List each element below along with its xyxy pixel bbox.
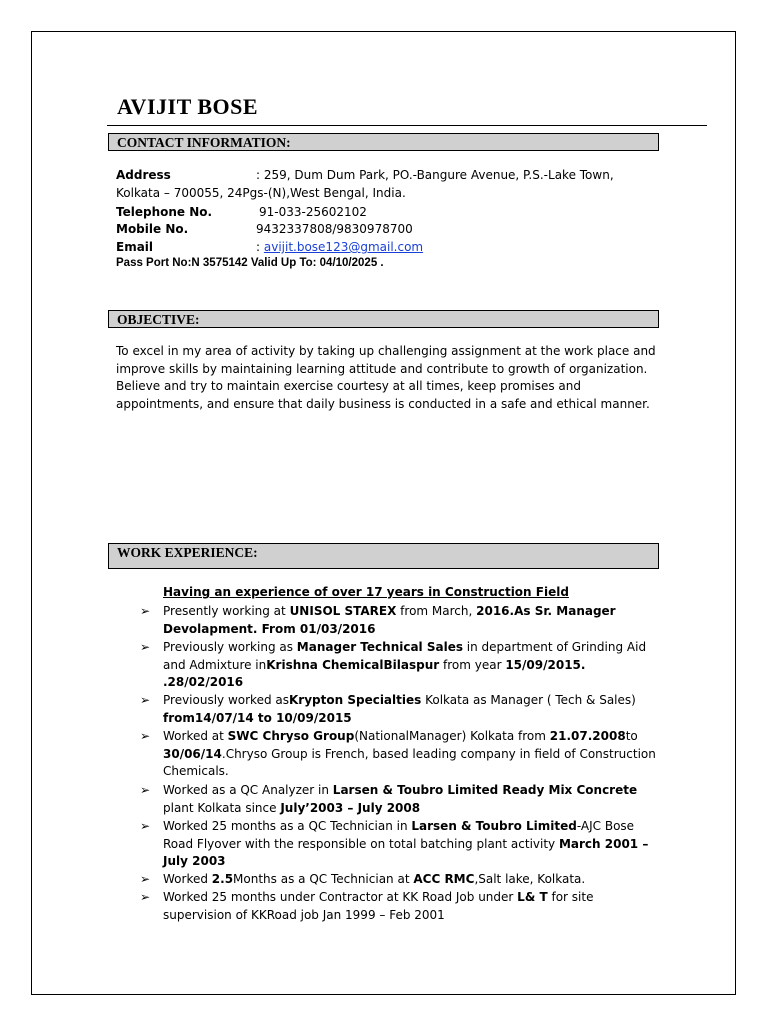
work-section-title: WORK EXPERIENCE: bbox=[117, 545, 258, 560]
telephone-value: 91-033-25602102 bbox=[259, 205, 367, 219]
experience-item: ➢ Previously working as Manager Technical Sales in department of Grinding Aid and Admixture inKrishna ChemicalBilaspur from year 15/09/2015. .28/02/2016 bbox=[140, 640, 647, 690]
arrow-bullet-icon: ➢ bbox=[140, 819, 151, 833]
experience-item: ➢ Worked 25 months under Contractor at KK Road Job under L& T for site supervision of KKRoad job Jan 1999 – Feb 2001 bbox=[140, 890, 594, 922]
passport-info: Pass Port No:N 3575142 Valid Up To: 04/10/2025 . bbox=[116, 257, 384, 269]
email-row bbox=[256, 239, 423, 256]
experience-item: ➢ Previously worked asKrypton Specialties Kolkata as Manager ( Tech & Sales) from14/07/14 to 10/09/2015 bbox=[140, 693, 636, 725]
address-line-2: Kolkata – 700055, 24Pgs-(N),West Bengal, India. bbox=[116, 186, 406, 200]
experience-item: ➢ Worked 25 months as a QC Technician in Larsen & Toubro Limited-AJC Bose Road Flyover with the responsible on total batching plant activity March 2001 – July 2003 bbox=[140, 819, 649, 869]
arrow-bullet-icon: ➢ bbox=[140, 729, 151, 743]
objective-section-header bbox=[108, 310, 659, 328]
experience-heading: Having an experience of over 17 years in Construction Field bbox=[163, 585, 569, 599]
email-link[interactable]: avijit.bose123@gmail.com bbox=[263, 240, 424, 254]
arrow-bullet-icon: ➢ bbox=[140, 890, 151, 904]
telephone-label: Telephone No. bbox=[116, 205, 213, 219]
experience-item: ➢ Worked 2.5Months as a QC Technician at ACC RMC,Salt lake, Kolkata. bbox=[140, 871, 660, 889]
arrow-bullet-icon: ➢ bbox=[140, 693, 151, 707]
mobile-label: Mobile No. bbox=[116, 222, 189, 236]
address-line-1: : 259, Dum Dum Park, PO.-Bangure Avenue, P.S.-Lake Town, bbox=[256, 168, 614, 182]
arrow-bullet-icon: ➢ bbox=[140, 604, 151, 618]
experience-item: ➢ Presently working at UNISOL STAREX from March, 2016.As Sr. Manager Devolapment. From 01/03/2016 bbox=[140, 604, 616, 636]
contact-section-title: CONTACT INFORMATION: bbox=[117, 135, 291, 150]
email-prefix: : bbox=[256, 240, 264, 254]
candidate-name: AVIJIT BOSE bbox=[117, 94, 259, 119]
work-section-header bbox=[108, 543, 659, 569]
arrow-bullet-icon: ➢ bbox=[140, 640, 151, 654]
experience-item: ➢ Worked as a QC Analyzer in Larsen & Toubro Limited Ready Mix Concrete plant Kolkata since July’2003 – July 2008 bbox=[140, 783, 638, 815]
email-label: Email bbox=[116, 240, 154, 254]
mobile-value: 9432337808/9830978700 bbox=[256, 222, 413, 236]
objective-section-title: OBJECTIVE: bbox=[117, 312, 200, 327]
address-label: Address bbox=[116, 168, 171, 182]
objective-text: To excel in my area of activity by taking up challenging assignment at the work place and improve skills by maintaining learning attitude and contribute to growth of organization. Believe and try to maintain exercise courtesy at all times, keep promises and appointments, and ensure that daily business is conducted in a safe and ethical manner. bbox=[116, 344, 656, 411]
arrow-bullet-icon: ➢ bbox=[140, 783, 151, 797]
experience-item: ➢ Worked at SWC Chryso Group(NationalManager) Kolkata from 21.07.2008to 30/06/14.Chryso Group is French, based leading company in field of Construction Chemicals. bbox=[140, 729, 656, 779]
arrow-bullet-icon: ➢ bbox=[140, 872, 151, 886]
contact-section-header bbox=[108, 133, 659, 151]
name-divider bbox=[107, 125, 707, 126]
